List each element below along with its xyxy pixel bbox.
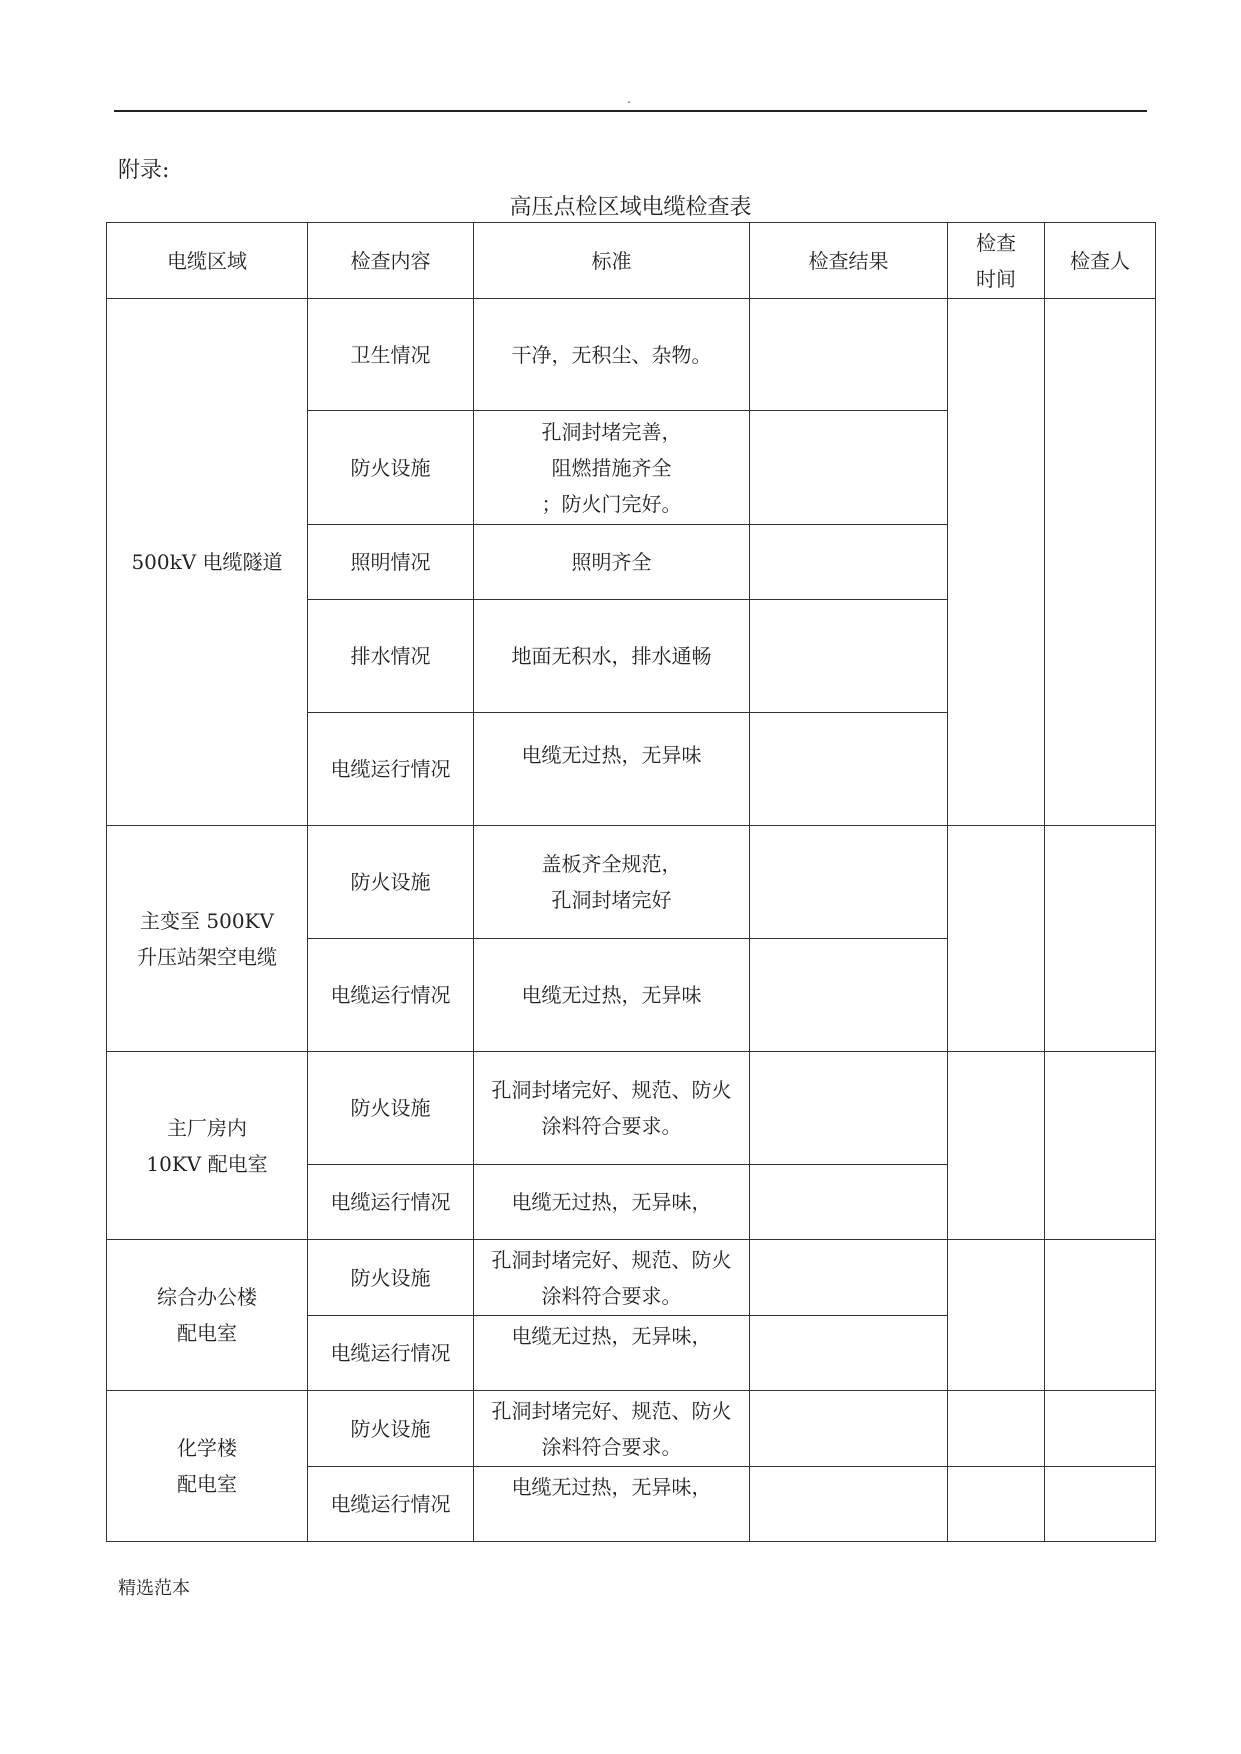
standard-cell: 孔洞封堵完好、规范、防火 涂料符合要求。: [474, 1240, 750, 1316]
standard-cell: 电缆无过热，无异味，: [474, 1316, 750, 1391]
content-cell: 防火设施: [308, 826, 474, 939]
result-cell[interactable]: [750, 600, 948, 713]
table-row: [107, 299, 1156, 411]
content-cell: 电缆运行情况: [308, 1467, 474, 1542]
table-row: [107, 826, 1156, 939]
area-cell: 化学楼 配电室: [107, 1391, 308, 1542]
header-time: 检查 时间: [948, 223, 1045, 299]
result-cell[interactable]: [750, 299, 948, 411]
result-cell[interactable]: [750, 713, 948, 826]
content-cell: 照明情况: [308, 525, 474, 600]
result-cell[interactable]: [750, 826, 948, 939]
header-area: 电缆区域: [107, 223, 308, 299]
standard-cell: 电缆无过热，无异味: [474, 713, 750, 826]
area-cell: 500kV 电缆隧道: [107, 299, 308, 826]
content-cell: 卫生情况: [308, 299, 474, 411]
content-cell: 防火设施: [308, 1240, 474, 1316]
result-cell[interactable]: [750, 411, 948, 525]
area-cell: 主变至 500KV 升压站架空电缆: [107, 826, 308, 1052]
content-cell: 防火设施: [308, 1391, 474, 1467]
result-cell[interactable]: [750, 939, 948, 1052]
inspector-cell-extra[interactable]: [1045, 1467, 1156, 1542]
table-row: [107, 1240, 1156, 1316]
header-inspector: 检查人: [1045, 223, 1156, 299]
standard-cell: 地面无积水，排水通畅: [474, 600, 750, 713]
area-cell: 综合办公楼 配电室: [107, 1240, 308, 1391]
standard-cell: 电缆无过热，无异味: [474, 939, 750, 1052]
standard-cell: 孔洞封堵完好、规范、防火 涂料符合要求。: [474, 1391, 750, 1467]
content-cell: 防火设施: [308, 411, 474, 525]
header-row: [107, 223, 1156, 299]
inspector-cell[interactable]: [1045, 1240, 1156, 1391]
result-cell[interactable]: [750, 1467, 948, 1542]
content-cell: 排水情况: [308, 600, 474, 713]
standard-cell: 孔洞封堵完好、规范、防火 涂料符合要求。: [474, 1052, 750, 1165]
inspector-cell[interactable]: [1045, 1052, 1156, 1240]
standard-cell: 电缆无过热，无异味，: [474, 1165, 750, 1240]
result-cell[interactable]: [750, 525, 948, 600]
header-rule: [114, 110, 1147, 112]
document-title: 高压点检区域电缆检查表: [509, 195, 752, 220]
time-cell-extra[interactable]: [948, 1467, 1045, 1542]
content-cell: 电缆运行情况: [308, 1165, 474, 1240]
standard-cell: 干净，无积尘、杂物。: [474, 299, 750, 411]
inspector-cell[interactable]: [1045, 826, 1156, 1052]
content-cell: 防火设施: [308, 1052, 474, 1165]
content-cell: 电缆运行情况: [308, 713, 474, 826]
time-cell[interactable]: [948, 1240, 1045, 1391]
header-result: 检查结果: [750, 223, 948, 299]
inspector-cell[interactable]: [1045, 1391, 1156, 1467]
standard-cell: 孔洞封堵完善， 阻燃措施齐全 ；防火门完好。: [474, 411, 750, 525]
cable-inspection-table: [106, 222, 1156, 1542]
standard-cell: 电缆无过热，无异味，: [474, 1467, 750, 1542]
table-row: [107, 1391, 1156, 1467]
header-standard: 标准: [474, 223, 750, 299]
header-content: 检查内容: [308, 223, 474, 299]
result-cell[interactable]: [750, 1165, 948, 1240]
appendix-label: 附录:: [118, 158, 170, 183]
time-cell[interactable]: [948, 299, 1045, 826]
standard-cell: 盖板齐全规范， 孔洞封堵完好: [474, 826, 750, 939]
time-cell[interactable]: [948, 1052, 1045, 1240]
header-mark: .: [627, 92, 631, 106]
standard-cell: 照明齐全: [474, 525, 750, 600]
footer-text: 精选范本: [118, 1578, 190, 1599]
content-cell: 电缆运行情况: [308, 939, 474, 1052]
result-cell[interactable]: [750, 1240, 948, 1316]
result-cell[interactable]: [750, 1391, 948, 1467]
time-cell[interactable]: [948, 1391, 1045, 1467]
result-cell[interactable]: [750, 1052, 948, 1165]
time-cell[interactable]: [948, 826, 1045, 1052]
table-row: [107, 1052, 1156, 1165]
inspector-cell[interactable]: [1045, 299, 1156, 826]
area-cell: 主厂房内 10KV 配电室: [107, 1052, 308, 1240]
content-cell: 电缆运行情况: [308, 1316, 474, 1391]
result-cell[interactable]: [750, 1316, 948, 1391]
